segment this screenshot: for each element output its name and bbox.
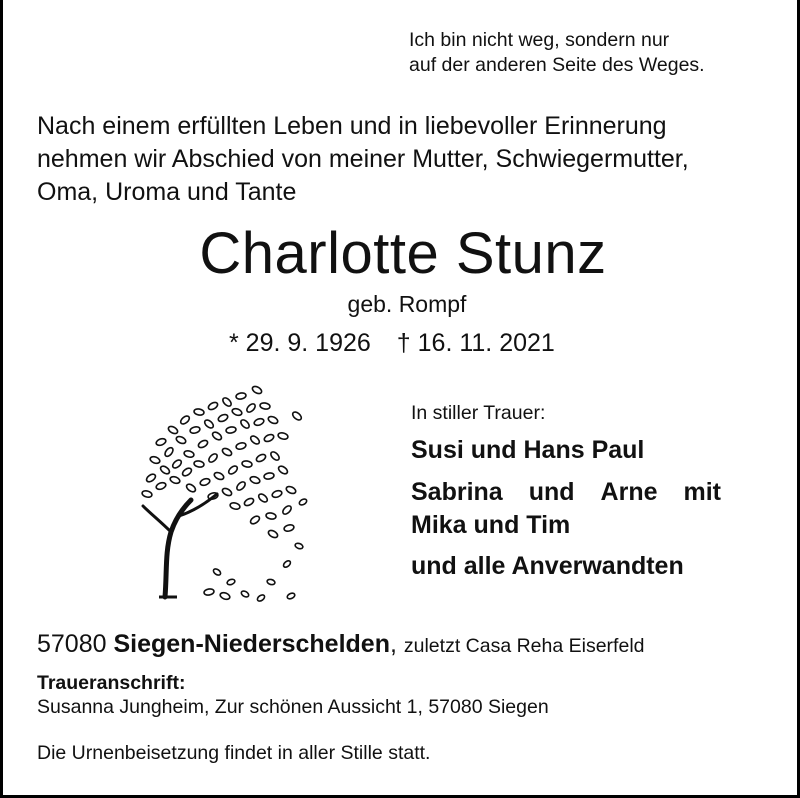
mourner-word: Sabrina bbox=[411, 478, 503, 506]
intro-line-3: Oma, Uroma und Tante bbox=[37, 178, 297, 206]
mourner-group-2-line-1 bbox=[411, 476, 721, 509]
deceased-name: Charlotte Stunz bbox=[199, 221, 607, 286]
location-line bbox=[37, 628, 645, 662]
address-label: Traueranschrift: bbox=[37, 672, 186, 694]
mourner-word: mit bbox=[683, 478, 721, 506]
maiden-name: geb. Rompf bbox=[347, 291, 467, 317]
mourner-word: Arne bbox=[600, 478, 658, 506]
mourner-group-2-line-2: Mika und Tim bbox=[411, 511, 571, 539]
mourner-group-3: und alle Anverwandten bbox=[411, 552, 684, 580]
quote-line-1: Ich bin nicht weg, sondern nur bbox=[409, 29, 670, 51]
birth-date: * 29. 9. 1926 bbox=[229, 329, 371, 357]
quote bbox=[409, 28, 705, 78]
mourner-group-2 bbox=[411, 476, 721, 542]
intro-line-2: nehmen wir Abschied von meiner Mutter, Schwiegermutter, bbox=[37, 145, 689, 173]
city-comma: , bbox=[389, 630, 397, 658]
death-date: † 16. 11. 2021 bbox=[396, 329, 555, 357]
address-text: Susanna Jungheim, Zur schönen Aussicht 1, 57080 Siegen bbox=[37, 696, 549, 718]
closing-text: Die Urnenbeisetzung findet in aller Stille statt. bbox=[37, 742, 431, 764]
mourners-intro: In stiller Trauer: bbox=[411, 402, 546, 424]
last-residence: zuletzt Casa Reha Eiserfeld bbox=[403, 635, 645, 657]
life-dates bbox=[229, 327, 555, 359]
intro-line-1: Nach einem erfüllten Leben und in liebevoller Erinnerung bbox=[37, 112, 667, 140]
mourner-word: und bbox=[528, 478, 575, 506]
windblown-tree-icon bbox=[121, 382, 311, 607]
city: Siegen-Niederschelden bbox=[113, 630, 390, 658]
intro-text bbox=[37, 110, 689, 209]
postcode: 57080 bbox=[37, 630, 107, 658]
mourner-group-1: Susi und Hans Paul bbox=[411, 436, 645, 464]
quote-line-2: auf der anderen Seite des Weges. bbox=[409, 54, 705, 76]
